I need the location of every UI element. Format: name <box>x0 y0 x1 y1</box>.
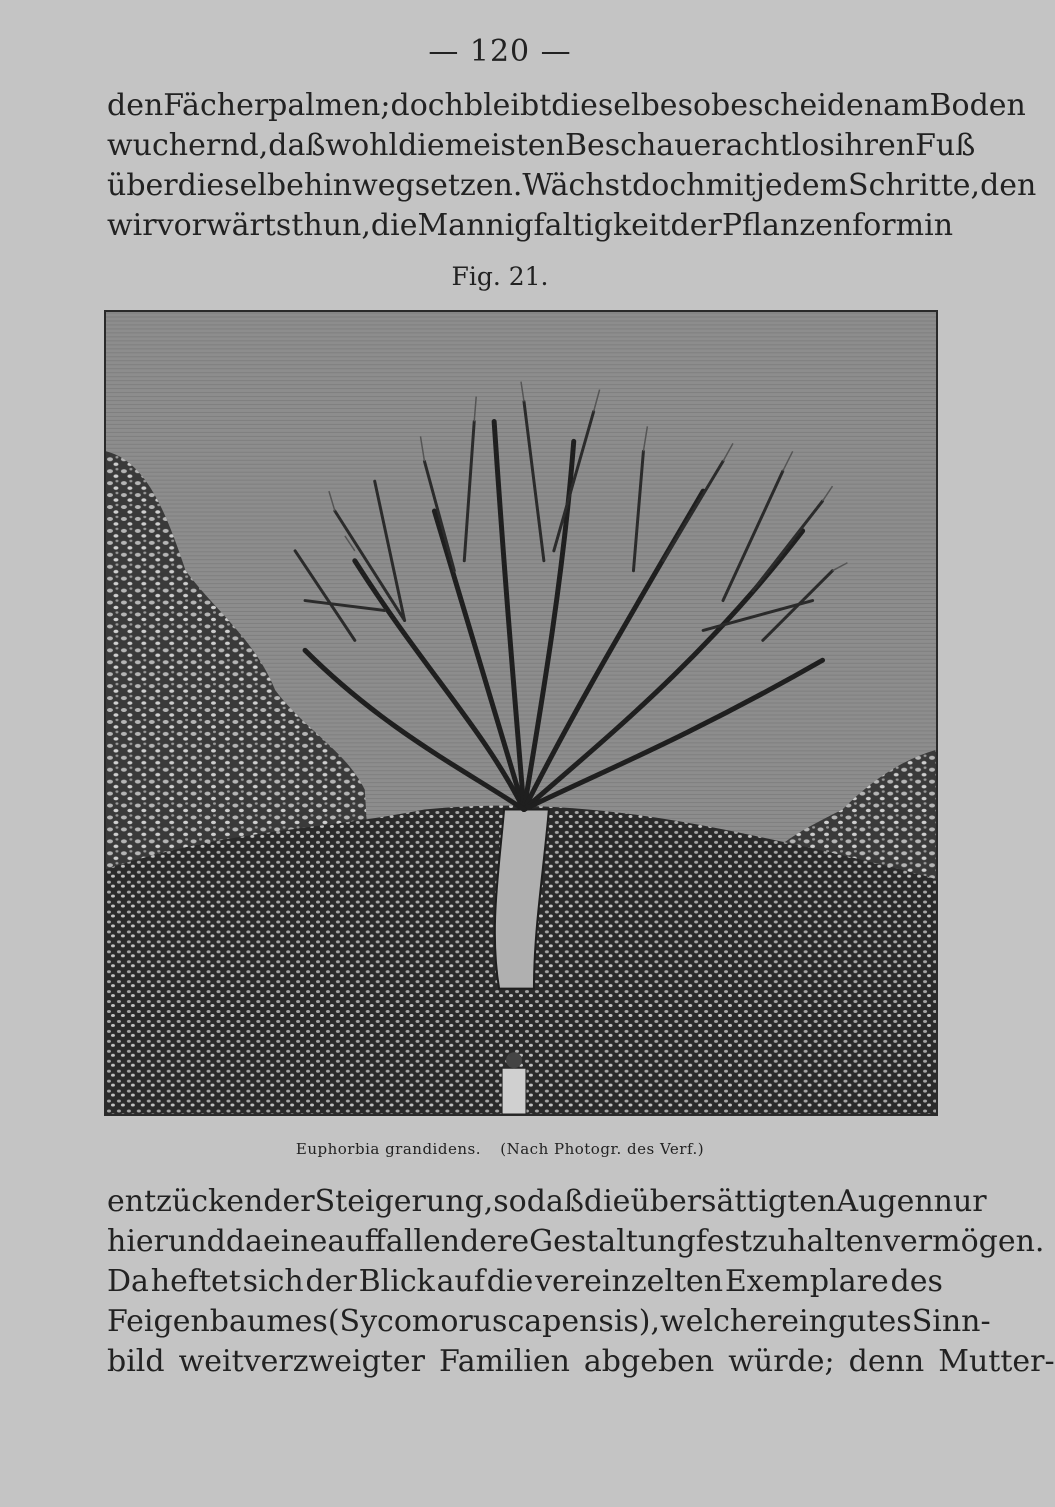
word: bescheiden <box>711 88 884 123</box>
word: des <box>890 1264 943 1299</box>
word: der <box>305 1264 357 1299</box>
word: wohl <box>325 128 399 163</box>
word: Exemplare <box>724 1264 889 1299</box>
word: mit <box>705 168 756 203</box>
word: übersättigten <box>630 1184 837 1219</box>
body-line-bottom-5 <box>107 1342 1055 1382</box>
word: heftet <box>150 1264 241 1299</box>
word: die <box>583 1184 631 1219</box>
word: ihren <box>834 128 916 163</box>
word: die <box>398 128 445 163</box>
word: Wächst <box>522 168 633 203</box>
word: thun, <box>291 208 371 243</box>
word: denn <box>848 1344 925 1379</box>
word: dieselbe <box>551 88 678 123</box>
word: Da <box>107 1264 149 1299</box>
body-line-top-2 <box>107 126 976 166</box>
word: die <box>486 1264 534 1299</box>
word: jedem <box>755 168 849 203</box>
word: doch <box>390 88 464 123</box>
word: abgeben <box>583 1344 715 1379</box>
word: über <box>107 168 178 203</box>
word: Familien <box>438 1344 570 1379</box>
body-line-bottom-4 <box>107 1302 991 1342</box>
word: Pflanzenform <box>721 208 925 243</box>
body-line-bottom-1 <box>107 1182 987 1222</box>
word: der <box>670 208 722 243</box>
word: und <box>168 1224 226 1259</box>
word: ein <box>781 1304 828 1339</box>
word: auffallendere <box>327 1224 530 1259</box>
word: da <box>225 1224 263 1259</box>
word: Schritte, <box>848 168 981 203</box>
word: festzuhalten <box>695 1224 884 1259</box>
word: Augen <box>836 1184 934 1219</box>
word: Beschauer <box>564 128 726 163</box>
word: Gestaltung <box>529 1224 696 1259</box>
word: (Sycomorus <box>327 1304 508 1339</box>
word: bleibt <box>463 88 552 123</box>
word: weitverzweigter <box>178 1344 425 1379</box>
word: dieselbe <box>177 168 304 203</box>
word: entzückender <box>107 1184 315 1219</box>
word: daß <box>268 128 326 163</box>
word: eine <box>262 1224 328 1259</box>
body-line-bottom-3 <box>107 1262 943 1302</box>
word: Boden <box>929 88 1026 123</box>
word: in <box>924 208 954 243</box>
word: daß <box>526 1184 584 1219</box>
body-line-top-4 <box>107 206 954 246</box>
word: doch <box>632 168 706 203</box>
word: wuchernd, <box>107 128 269 163</box>
body-line-bottom-2 <box>107 1222 1045 1262</box>
word: vermögen. <box>883 1224 1045 1259</box>
word: capensis), <box>507 1304 661 1339</box>
word: den <box>107 88 164 123</box>
word: Fuß <box>915 128 976 163</box>
word: vorwärts <box>156 208 292 243</box>
body-line-top-1 <box>107 86 1026 126</box>
word: sich <box>242 1264 304 1299</box>
word: Mutter- <box>938 1344 1055 1379</box>
word: Feigenbaumes <box>107 1304 328 1339</box>
word: Steigerung, <box>314 1184 494 1219</box>
figure-label: Fig. 21. <box>451 262 549 291</box>
word: vereinzelten <box>535 1264 724 1299</box>
page-number: — 120 — <box>428 34 572 69</box>
word: den <box>980 168 1037 203</box>
caption-species-name: Euphorbia grandidens. <box>295 1140 481 1158</box>
caption-source: (Nach Photogr. des Verf.) <box>500 1140 705 1158</box>
word: wir <box>107 208 157 243</box>
word: hier <box>107 1224 169 1259</box>
word: bild <box>107 1344 165 1379</box>
word: hinwegsetzen. <box>303 168 523 203</box>
word: so <box>493 1184 527 1219</box>
word: nur <box>933 1184 987 1219</box>
word: würde; <box>728 1344 835 1379</box>
word: gutes <box>827 1304 912 1339</box>
word: auf <box>436 1264 485 1299</box>
word: am <box>883 88 930 123</box>
word: Fächerpalmen; <box>163 88 391 123</box>
word: so <box>677 88 712 123</box>
word: welcher <box>660 1304 782 1339</box>
word: Blick <box>358 1264 435 1299</box>
figure-caption <box>0 1140 1000 1158</box>
word: die <box>370 208 418 243</box>
euphorbia-tree-engraving <box>106 312 936 1114</box>
word: Sinn- <box>911 1304 991 1339</box>
word: achtlos <box>725 128 835 163</box>
body-line-top-3 <box>107 166 1037 206</box>
word: meisten <box>444 128 565 163</box>
word: Mannigfaltigkeit <box>417 208 671 243</box>
figure-illustration <box>104 310 938 1116</box>
